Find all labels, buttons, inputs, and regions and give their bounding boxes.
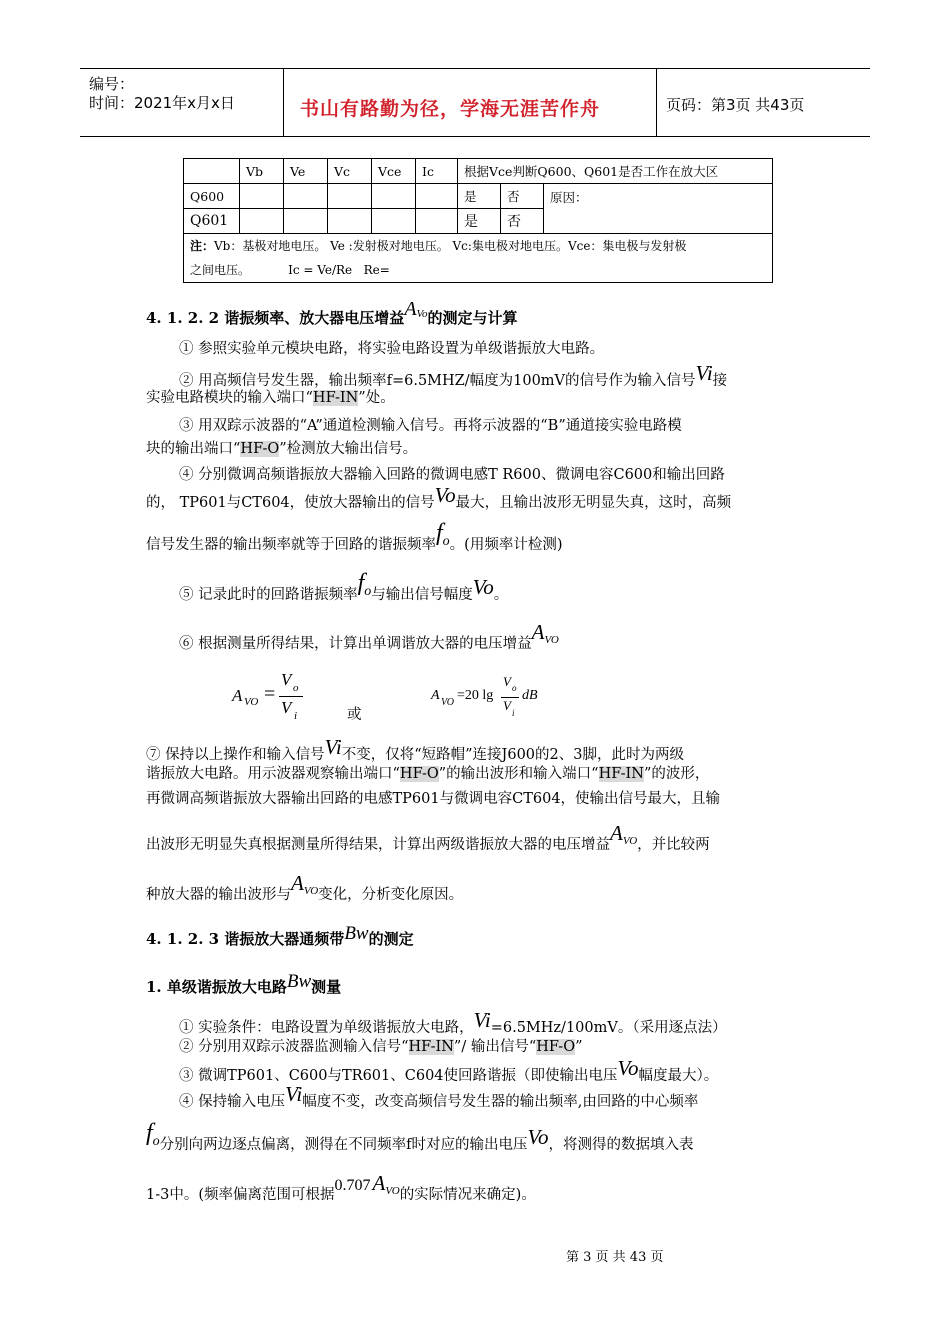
note-line2: 之间电压。 Ic = Ve/Re Re= [190,263,390,277]
step-4-line3: 信号发生器的输出频率就等于回路的谐振频率fo。(用频率计检测) [146,520,563,553]
table-col-judge: 根据Vce判断Q600、Q601是否工作在放大区 [458,159,773,184]
q601-no: 否 [501,209,544,234]
header-motto: 书山有路勤为径，学海无涯苦作舟 [300,98,601,120]
step-7-line5: 种放大器的输出波形与$A^{VO}$变化，分析变化原因。 [146,871,464,903]
eq1-den: V [281,698,292,717]
note-line1: Vb：基极对地电压。 Ve :发射极对地电压。 Vc:集电极对地电压。Vce：集电极与发射极 [214,239,687,253]
eq2-den: V [503,698,511,713]
port-hf-in: HF-IN [312,390,359,406]
table-corner-cell [184,159,240,184]
sym-f: f [357,570,365,596]
reason-cell: 原因： [544,184,773,234]
eq1-den-sub: i [294,710,298,722]
note-label: 注： [190,239,215,253]
eq1-sub: VO [244,696,259,708]
eq1-num-sub: o [293,682,299,694]
table-col-vce: Vce [372,159,416,184]
eq1-equals: = [264,683,276,705]
step-2-line1: ② 用高频信号发生器，输出频率f=6.5MHZ/幅度为100mV的信号作为输入信号Vi接 [179,361,728,389]
eq1-a: A [232,686,243,705]
table-header-row [184,159,773,184]
sym-vo: Vo [472,575,494,599]
eq1-fraction-bar [279,696,303,697]
header-number-label: 编号： [89,75,135,93]
bw-step-3: ③ 微调TP601、C600与TR601、C604使回路谐振（即使输出电压Vo幅度最大）。 [179,1056,719,1084]
step-7-line4: 出波形无明显失真根据测量所得结果，计算出两级谐振放大器的电压增益$A^{VO}$，并比较两 [146,821,710,853]
sym-sub: Vo [416,308,428,320]
eq2-mid: =20 lg [457,688,494,703]
sym-sub: VO [385,1185,400,1197]
measurement-table [183,158,773,283]
row-label-q600: Q600 [184,184,240,209]
row-label-q601: Q601 [184,209,240,234]
table-col-vb: Vb [240,159,284,184]
port-hf-o: HF-O [399,766,439,782]
eq2-num-sub: o [512,683,517,693]
sym-f-sub: o [364,584,372,599]
step-3-line2: 块的输出端口“HF-O”检测放大输出信号。 [146,441,418,457]
bw-step-1: ① 实验条件：电路设置为单级谐振放大电路，Vi=6.5MHz/100mV。（采用逐点法） [179,1008,727,1036]
sym-a: A [291,871,304,895]
step-7-line3: 再微调高频谐振放大器输出回路的电感TP601与微调电容CT604，使输出信号最大，且输 [146,791,721,807]
header-page-label: 页码：第3页 共43页 [666,96,805,114]
eq1-num: V [281,670,292,689]
header-divider-left [283,68,284,136]
q600-no: 否 [501,184,544,209]
bw-step-2: ② 分别用双踪示波器监测输入信号“HF-IN”/ 输出信号“HF-O” [179,1039,583,1055]
eq2-a: A [431,688,440,703]
sym-vo: Vo [617,1056,639,1080]
sym-sub: VO [544,634,559,646]
step-4-line1: ④ 分别微调高频谐振放大器输入回路的微调电感T R600、微调电容C600和输出回路 [179,467,725,483]
table-col-ic: Ic [416,159,458,184]
step-7-line2: 谐振放大电路。用示波器观察输出端口“HF-O”的输出波形和输入端口“HF-IN”的波形， [146,766,710,782]
sym-bw: Bw [286,971,312,992]
sym-a: A [404,298,417,320]
subsection-heading-1: 1. 单级谐振放大电路Bw测量 [146,971,342,996]
port-hf-o: HF-O [536,1039,576,1055]
section-heading-4123: 4. 1. 2. 3 谐振放大器通频带Bw的测定 [146,923,414,948]
table-col-ve: Ve [284,159,328,184]
port-hf-o: HF-O [240,441,280,457]
port-hf-in: HF-IN [408,1039,454,1055]
step-7-line1: ⑦ 保持以上操作和输入信号Vi不变，仅将“短路帽”连接J600的2、3脚，此时为两级 [146,735,684,763]
eq2-sub: VO [441,697,455,708]
sym-bw: Bw [344,923,369,944]
q601-yes: 是 [458,209,501,234]
header-bottom-rule [80,136,870,137]
sym-vo: Vo [434,483,456,507]
step-1: ① 参照实验单元模块电路，将实验电路设置为单级谐振放大电路。 [179,341,605,357]
sym-sub: VO [622,835,638,847]
eq2-num: V [503,674,511,689]
sym-vi: Vi [695,361,713,385]
sym-a: A [372,1171,386,1195]
q600-yes: 是 [458,184,501,209]
sym-vi: Vi [285,1082,303,1106]
sym-f: f [146,1120,153,1146]
port-hf-in: HF-IN [598,766,644,782]
step-5: ⑤ 记录此时的回路谐振频率fo与输出信号幅度Vo。 [179,570,509,603]
bw-step-4-line2: fo分别向两边逐点偏离，测得在不同频率f时对应的输出电压Vo，将测得的数据填入表 [146,1120,694,1153]
eq2-unit: dB [522,688,538,703]
step-4-line2: 的， TP601与CT604，使放大器输出的信号Vo最大，且输出波形无明显失真，这时，高频 [146,483,732,511]
coef-0707: 0.707 [334,1177,371,1194]
bw-step-4-line3: 1-3中。(频率偏离范围可根据$0.707A^{VO}$的实际情况来确定)。 [146,1171,536,1203]
section-heading-4122: 4. 1. 2. 2 谐振频率、放大器电压增益$A^{Vo}$的测定与计算 [146,298,518,327]
sym-f-sub: o [152,1134,160,1149]
table-row [184,184,773,209]
sym-vi: Vi [473,1008,491,1032]
header-date: 时间：2021年x月x日 [89,94,235,112]
header-top-rule [80,68,870,69]
sym-a: A [531,620,545,644]
table-col-vc: Vc [328,159,372,184]
sym-f: f [436,520,443,546]
sym-vo: Vo [527,1125,549,1149]
sym-f-sub: o [442,534,450,549]
step-6: ⑥ 根据测量所得结果，计算出单调谐放大器的电压增益$A^{VO}$ [179,620,559,652]
sym-sub: VO [303,885,319,897]
sym-a: A [610,821,623,845]
eq2-den-sub: i [512,708,515,718]
header-divider-right [656,68,657,136]
step-3-line1: ③ 用双踪示波器的“A”通道检测输入信号。再将示波器的“B”通道接实验电路模 [179,418,682,434]
bw-step-4-line1: ④ 保持输入电压Vi幅度不变，改变高频信号发生器的输出频率,由回路的中心频率 [179,1082,699,1110]
or-word: 或 [347,707,362,723]
table-note-row [184,234,773,283]
step-2-line2: 实验电路模块的输入端口“HF-IN”处。 [146,390,395,406]
sym-vi: Vi [324,735,342,759]
page-footer: 第 3 页 共 43 页 [566,1250,664,1265]
